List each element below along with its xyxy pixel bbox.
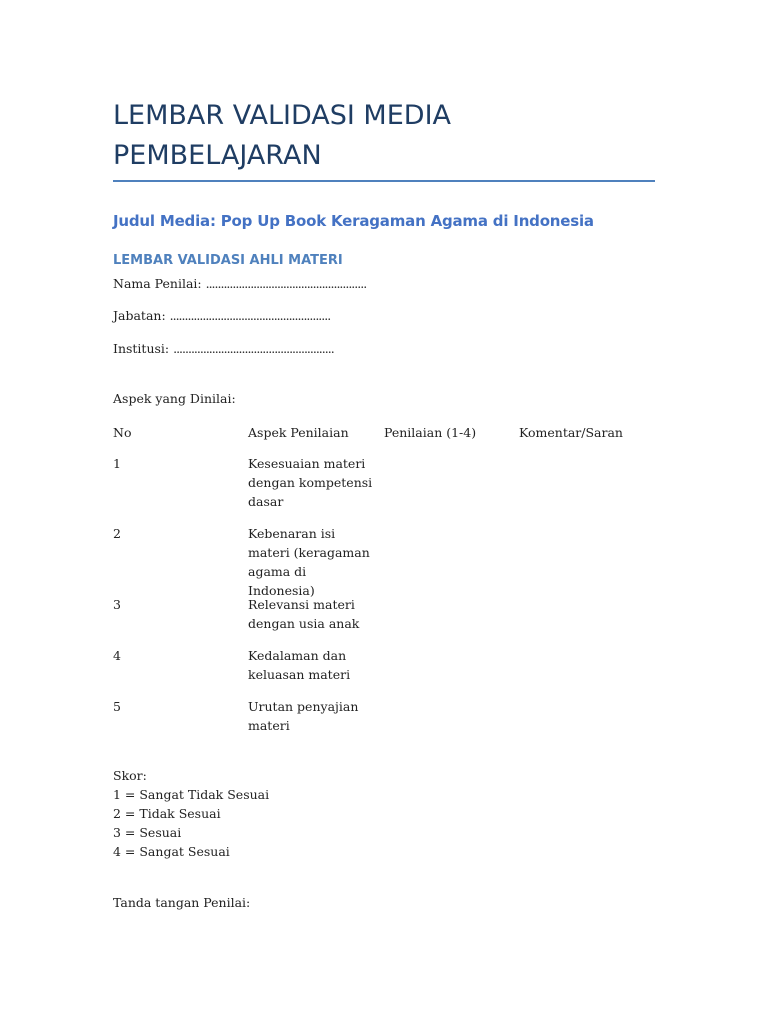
row-aspek: Urutan penyajian materi <box>248 699 359 733</box>
title-divider <box>113 180 655 182</box>
row-aspek: Kebenaran isi materi (keragaman agama di Indonesia) <box>248 526 370 598</box>
row-no: 2 <box>113 526 121 541</box>
row-no: 3 <box>113 597 121 612</box>
row-no: 4 <box>113 648 121 663</box>
score-item: 4 = Sangat Sesuai <box>113 844 230 859</box>
score-label: Skor: <box>113 768 147 783</box>
row-no: 1 <box>113 456 121 471</box>
field-nama-penilai <box>113 276 366 291</box>
document-title: LEMBAR VALIDASI MEDIA PEMBELAJARAN <box>113 100 452 171</box>
row-no: 5 <box>113 699 121 714</box>
header-aspek: Aspek Penilaian <box>248 425 349 440</box>
field-label: Jabatan: <box>113 308 166 323</box>
score-legend <box>113 766 269 861</box>
field-blank: ...................................................... <box>169 308 331 323</box>
field-blank: ...................................................... <box>205 276 367 291</box>
header-no: No <box>113 425 132 440</box>
media-title: Judul Media: Pop Up Book Keragaman Agama di Indonesia <box>113 212 594 230</box>
field-institusi <box>113 341 334 356</box>
row-aspek: Kesesuaian materi dengan kompetensi dasar <box>248 456 373 509</box>
row-aspek: Kedalaman dan keluasan materi <box>248 648 351 682</box>
score-item: 1 = Sangat Tidak Sesuai <box>113 787 270 802</box>
field-jabatan <box>113 308 330 323</box>
header-penilaian: Penilaian (1-4) <box>384 425 477 440</box>
aspects-intro: Aspek yang Dinilai: <box>113 391 236 406</box>
header-komentar: Komentar/Saran <box>519 425 623 440</box>
field-label: Institusi: <box>113 341 170 356</box>
field-blank: ...................................................... <box>173 341 334 356</box>
score-item: 3 = Sesuai <box>113 825 182 840</box>
section-title: LEMBAR VALIDASI AHLI MATERI <box>113 253 343 268</box>
field-label: Nama Penilai: <box>113 276 202 291</box>
row-aspek: Relevansi materi dengan usia anak <box>248 597 360 631</box>
signature-label: Tanda tangan Penilai: <box>113 895 251 910</box>
score-item: 2 = Tidak Sesuai <box>113 806 221 821</box>
